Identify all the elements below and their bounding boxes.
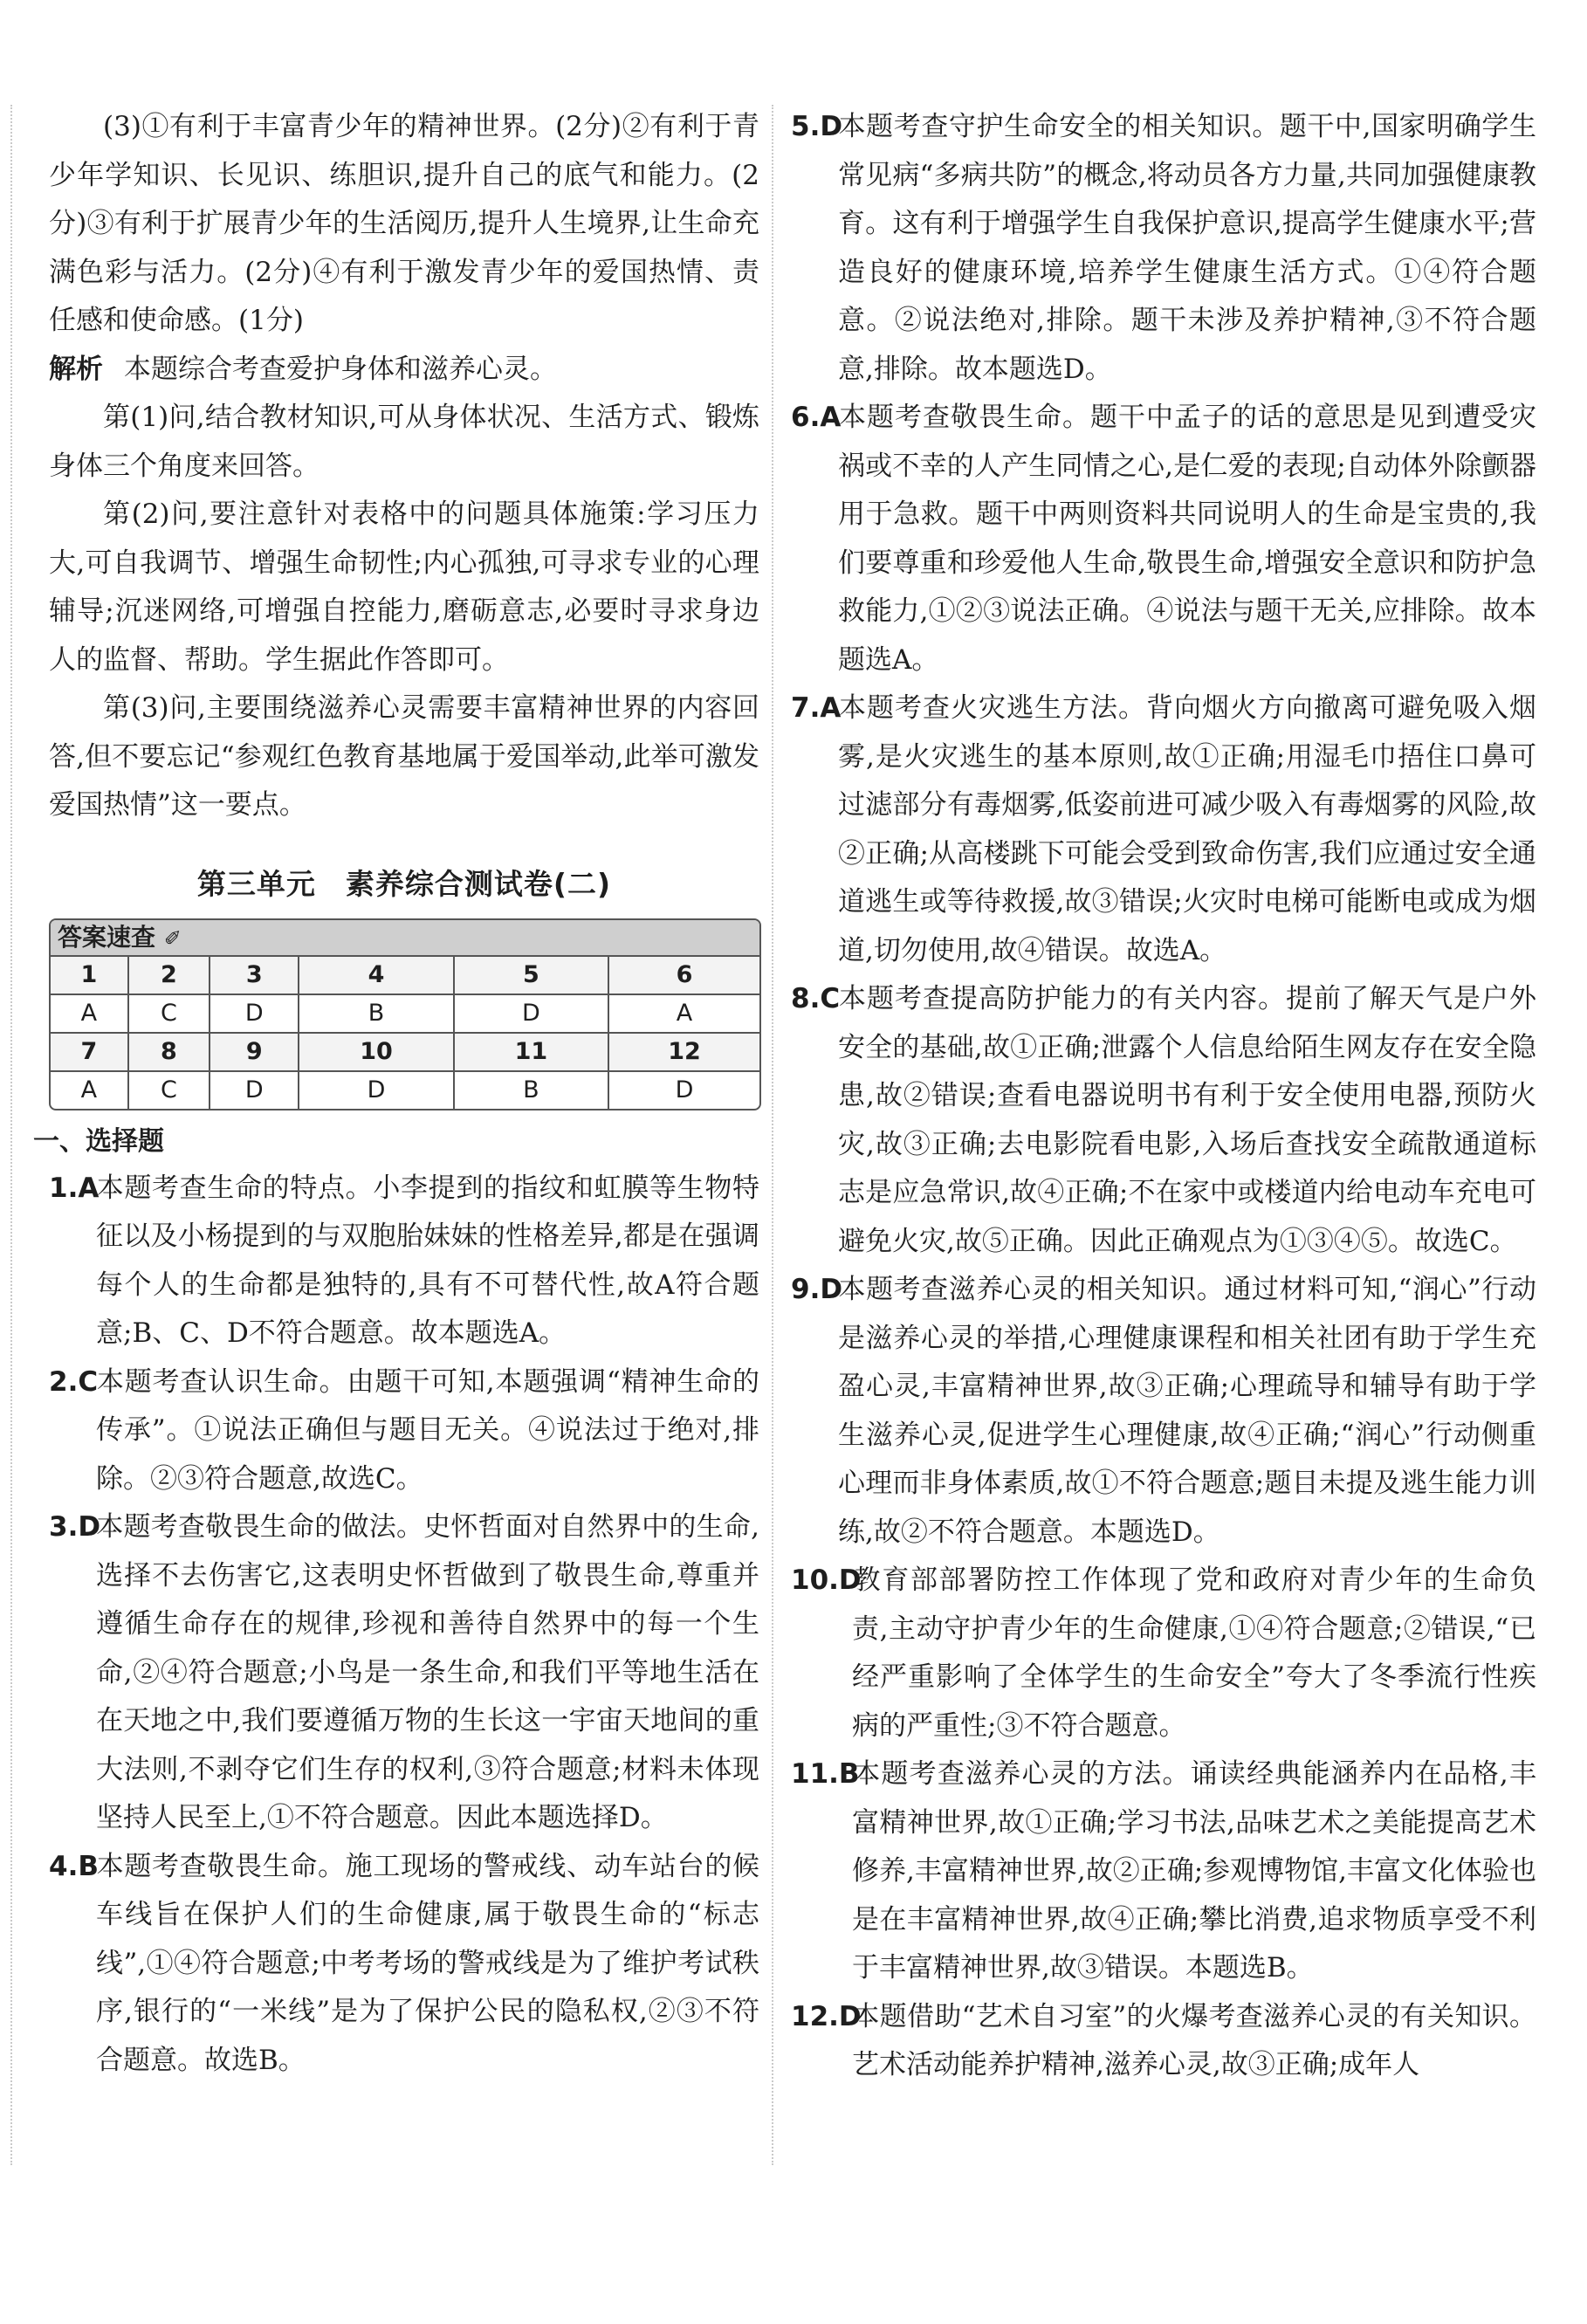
question-text: 本题考查滋养心灵的方法。诵读经典能涵养内在品格,丰富精神世界,故①正确;学习书法,品味艺术之美能提高艺术修养,丰富精神世界,故②正确;参观博物馆,丰富文化体验也是在丰富精神世界,故④正确;攀比消费,追求物质享受不利于丰富精神世界,故③错误。本题选B。 <box>852 1758 1537 1984</box>
table-cell: 1 <box>51 957 128 994</box>
question-number: 5.D <box>791 111 843 142</box>
question-text: 本题考查生命的特点。小李提到的指纹和虹膜等生物特征以及小杨提到的与双胞胎妹妹的性格差异,都是在强调每个人的生命都是独特的,具有不可替代性,故A符合题意;B、C、D不符合题意。故本题选A。 <box>96 1172 759 1349</box>
left-column <box>33 103 759 2085</box>
table-row <box>51 957 759 994</box>
table-cell: D <box>210 1071 299 1109</box>
question-text: 本题考查火灾逃生方法。背向烟火方向撤离可避免吸入烟雾,是火灾逃生的基本原则,故①正确;用湿毛巾捂住口鼻可过滤部分有毒烟雾,低姿前进可减少吸入有毒烟雾的风险,故②正确;从高楼跳下可能会受到致命伤害,我们应通过安全通道逃生或等待救援,故③错误;火灾时电梯可能断电或成为烟道,切勿使用,故④错误。故选A。 <box>838 692 1536 966</box>
table-row <box>51 1071 759 1109</box>
analysis-paragraph-1: 第(1)问,结合教材知识,可从身体状况、生活方式、锻炼身体三个角度来回答。 <box>49 402 759 482</box>
question-number: 8.C <box>791 983 841 1014</box>
table-cell: A <box>51 1071 128 1109</box>
question-item-7 <box>791 684 1536 975</box>
column-divider <box>772 105 773 2165</box>
question-item-2 <box>49 1358 759 1504</box>
table-cell: A <box>608 994 759 1033</box>
table-cell: 5 <box>454 957 608 994</box>
question-item-1 <box>49 1165 759 1358</box>
question-item-10 <box>791 1557 1536 1750</box>
question-number: 7.A <box>791 692 842 724</box>
question-number: 10.D <box>791 1564 862 1596</box>
question-number: 9.D <box>791 1274 843 1305</box>
question-text: 本题考查滋养心灵的相关知识。通过材料可知,“润心”行动是滋养心灵的举措,心理健康课程和相关社团有助于学生充盈心灵,丰富精神世界,故③正确;心理疏导和辅导有助于学生滋养心灵,促进学生心理健康,故④正确;“润心”行动侧重心理而非身体素质,故①不符合题意;题目未提及逃生能力训练,故②不符合题意。本题选D。 <box>838 1274 1536 1548</box>
table-cell: C <box>128 994 210 1033</box>
question-item-8 <box>791 975 1536 1266</box>
answer-table <box>49 918 761 1110</box>
answer-grid <box>51 957 759 1109</box>
question-item-4 <box>49 1843 759 2086</box>
table-row <box>51 994 759 1033</box>
question-item-12 <box>791 1993 1536 2090</box>
table-cell: 10 <box>299 1033 453 1071</box>
analysis-paragraph-2: 第(2)问,要注意针对表格中的问题具体施策:学习压力大,可自我调节、增强生命韧性;内心孤独,可寻求专业的心理辅导;沉迷网络,可增强自控能力,磨砺意志,必要时寻求身边人的监督、帮助。学生据此作答即可。 <box>49 498 759 676</box>
table-cell: 4 <box>299 957 453 994</box>
question-item-5 <box>791 103 1536 394</box>
table-cell: B <box>454 1071 608 1109</box>
answer-paragraph: (3)①有利于丰富青少年的精神世界。(2分)②有利于青少年学知识、长见识、练胆识,提升自己的底气和能力。(2分)③有利于扩展青少年的生活阅历,提升人生境界,让生命充满色彩与活力。(2分)④有利于激发青少年的爱国热情、责任感和使命感。(1分) <box>49 111 759 336</box>
table-cell: D <box>454 994 608 1033</box>
table-cell: 9 <box>210 1033 299 1071</box>
table-cell: 12 <box>608 1033 759 1071</box>
question-text: 本题考查敬畏生命。题干中孟子的话的意思是见到遭受灾祸或不幸的人产生同情之心,是仁爱的表现;自动体外除颤器用于急救。题干中两则资料共同说明人的生命是宝贵的,我们要尊重和珍爱他人生命,敬畏生命,增强安全意识和防护急救能力,①②③说法正确。④说法与题干无关,应排除。故本题选A。 <box>838 402 1536 676</box>
question-item-11 <box>791 1750 1536 1993</box>
table-cell: 6 <box>608 957 759 994</box>
table-cell: 3 <box>210 957 299 994</box>
question-number: 3.D <box>49 1511 101 1543</box>
question-text: 本题考查敬畏生命。施工现场的警戒线、动车站台的候车线旨在保护人们的生命健康,属于敬畏生命的“标志线”,①④符合题意;中考考场的警戒线是为了维护考试秩序,银行的“一米线”是为了保护公民的隐私权,②③不符合题意。故选B。 <box>96 1850 759 2076</box>
answer-table-header <box>51 920 759 957</box>
table-cell: B <box>299 994 453 1033</box>
table-cell: C <box>128 1071 210 1109</box>
analysis-text: 本题综合考查爱护身体和滋养心灵。 <box>124 353 557 385</box>
table-cell: 11 <box>454 1033 608 1071</box>
analysis-paragraph <box>49 346 759 395</box>
question-text: 本题考查敬畏生命的做法。史怀哲面对自然界中的生命,选择不去伤害它,这表明史怀哲做到了敬畏生命,尊重并遵循生命存在的规律,珍视和善待自然界中的每一个生命,②④符合题意;小鸟是一条生命,和我们平等地生活在在天地之中,我们要遵循万物的生长这一宇宙天地间的重大法则,不剥夺它们生存的权利,③符合题意;材料未体现坚持人民至上,①不符合题意。因此本题选择D。 <box>96 1511 759 1833</box>
table-cell: 7 <box>51 1033 128 1071</box>
section-title: 第三单元 素养综合测试卷(二) <box>196 866 612 901</box>
table-cell: D <box>299 1071 453 1109</box>
question-number: 2.C <box>49 1365 99 1398</box>
table-cell: D <box>210 994 299 1033</box>
question-number: 4.B <box>49 1850 99 1882</box>
left-margin-line <box>10 105 12 2165</box>
question-text: 本题考查提高防护能力的有关内容。提前了解天气是户外安全的基础,故①正确;泄露个人信息给陌生网友存在安全隐患,故②错误;查看电器说明书有利于安全使用电器,预防火灾,故③正确;去电影院看电影,入场后查找安全疏散通道标志是应急常识,故④正确;不在家中或楼道内给电动车充电可避免火灾,故⑤正确。因此正确观点为①③④⑤。故选C。 <box>838 983 1536 1257</box>
table-cell: 2 <box>128 957 210 994</box>
table-cell: D <box>675 1076 694 1104</box>
pencil-icon: ✐ <box>163 925 182 951</box>
question-number: 6.A <box>791 402 842 433</box>
right-column <box>791 103 1536 2090</box>
question-number: 1.A <box>49 1172 100 1204</box>
analysis-label: 解析 <box>49 353 103 385</box>
table-cell: A <box>51 994 128 1033</box>
question-text: 本题考查守护生命安全的相关知识。题干中,国家明确学生常见病“多病共防”的概念,将动员各方力量,共同加强健康教育。这有利于增强学生自我保护意识,提高学生健康水平;营造良好的健康环境,培养学生健康生活方式。①④符合题意。②说法绝对,排除。题干未涉及养护精神,③不符合题意,排除。故本题选D。 <box>838 111 1536 385</box>
question-number: 12.D <box>791 2000 862 2032</box>
analysis-paragraph-3: 第(3)问,主要围绕滋养心灵需要丰富精神世界的内容回答,但不要忘记“参观红色教育基地属于爱国举动,此举可激发爱国热情”这一要点。 <box>49 692 759 821</box>
question-text: 教育部部署防控工作体现了党和政府对青少年的生命负责,主动守护青少年的生命健康,①④符合题意;②错误,“已经严重影响了全体学生的生命安全”夸大了冬季流行性疾病的严重性;③不符合题意。 <box>852 1564 1536 1742</box>
question-item-9 <box>791 1266 1536 1557</box>
question-item-6 <box>791 394 1536 684</box>
table-row <box>51 1033 759 1071</box>
question-text: 本题考查认识生命。由题干可知,本题强调“精神生命的传承”。①说法正确但与题目无关。④说法过于绝对,排除。②③符合题意,故选C。 <box>96 1365 759 1495</box>
subsection-heading: 一、选择题 <box>33 1125 164 1157</box>
answer-table-title: 答案速查 <box>58 922 156 952</box>
question-item-3 <box>49 1503 759 1843</box>
table-cell: 8 <box>128 1033 210 1071</box>
question-text: 本题借助“艺术自习室”的火爆考查滋养心灵的有关知识。艺术活动能养护精神,滋养心灵,故③正确;成年人 <box>852 2000 1536 2080</box>
question-number: 11.B <box>791 1758 860 1790</box>
